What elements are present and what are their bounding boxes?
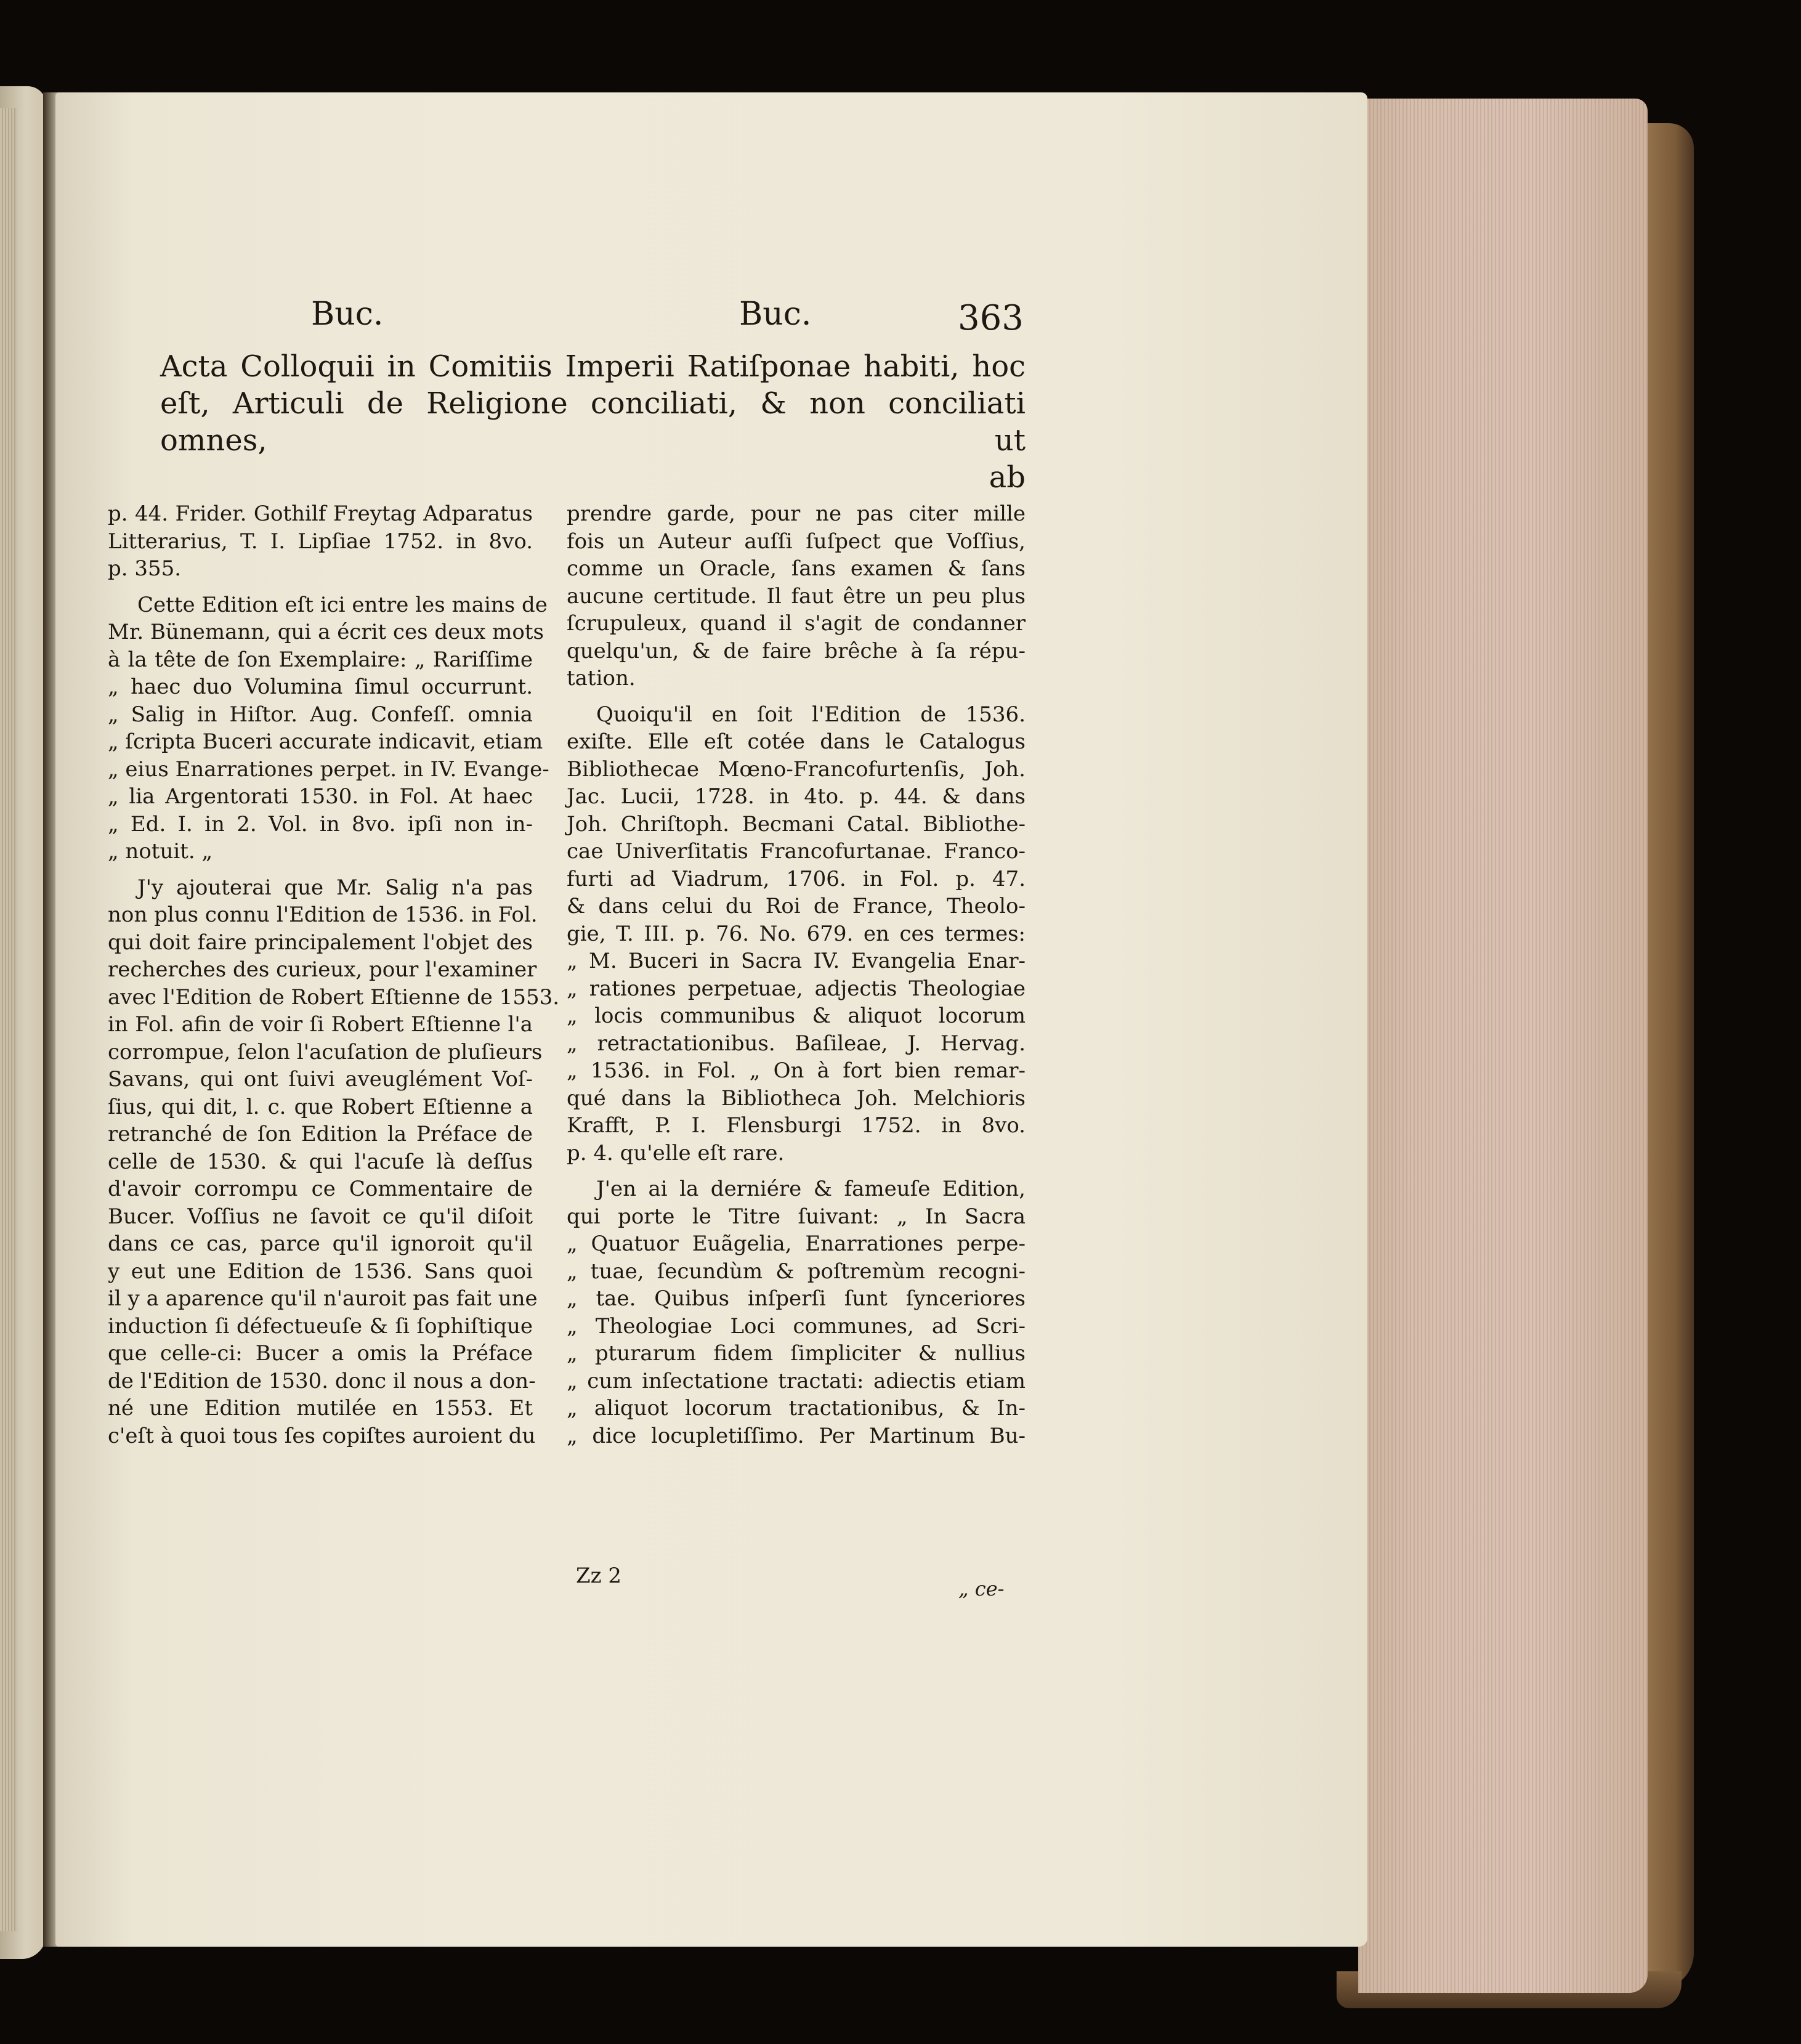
text-line: Bibliothecae Mœno-Francofurtenſis, Joh. xyxy=(567,756,1026,782)
text-line: Litterarius, T. I. Lipſiae 1752. in 8vo. xyxy=(108,529,533,554)
text-line: „ haec duo Volumina ſimul occurrunt. xyxy=(108,675,533,699)
text-line: „ lia Argentorati 1530. in Fol. At haec xyxy=(108,784,533,809)
text-line: „ Salig in Hiſtor. Aug. Confeſſ. omnia xyxy=(108,702,533,727)
text-line: & dans celui du Roi de France, Theolo- xyxy=(567,894,1026,919)
text-line: quelqu'un, & de faire brêche à ſa répu- xyxy=(567,638,1026,663)
paragraph-gap xyxy=(567,692,1026,701)
text-line: tation. xyxy=(567,666,636,691)
text-line: ſius, qui dit, l. c. que Robert Eſtienne a xyxy=(108,1094,533,1119)
text-line: „ cum inſectatione tractati: adiectis etiam xyxy=(567,1368,1026,1393)
text-line: Mr. Bünemann, qui a écrit ces deux mots xyxy=(108,620,544,644)
text-line: „ dice locupletiſſimo. Per Martinum Bu- xyxy=(567,1423,1026,1448)
text-line: d'avoir corrompu ce Commentaire de xyxy=(108,1177,533,1201)
paragraph-gap xyxy=(108,583,533,591)
text-line: Jac. Lucii, 1728. in 4to. p. 44. & dans xyxy=(567,784,1026,809)
signature-mark: Zz 2 xyxy=(576,1563,621,1588)
text-line: „ aliquot locorum tractationibus, & In- xyxy=(567,1396,1026,1421)
text-line: prendre garde, pour ne pas citer mille xyxy=(567,501,1026,526)
text-line: gie, T. III. p. 76. No. 679. en ces termes: xyxy=(567,921,1026,946)
text-line: „ pturarum fidem ſimpliciter & nullius xyxy=(567,1341,1026,1366)
text-line: furti ad Viadrum, 1706. in Fol. p. 47. xyxy=(567,866,1026,891)
text-line: „ Theologiae Loci communes, ad Scri- xyxy=(567,1313,1026,1339)
text-line: Bucer. Voſſius ne ſavoit ce qu'il diſoit xyxy=(108,1204,533,1229)
text-line: de l'Edition de 1530. donc il nous a don- xyxy=(108,1368,536,1393)
text-line: ſcrupuleux, quand il s'agit de condanner xyxy=(567,611,1026,636)
running-header-left: Buc. xyxy=(311,296,384,333)
text-line: non plus connu l'Edition de 1536. in Fol. xyxy=(108,902,538,927)
text-line: „ retractationibus. Baſileae, J. Hervag. xyxy=(567,1031,1026,1056)
text-line: Cette Edition eſt ici entre les mains de xyxy=(137,592,548,617)
text-line: in Fol. afin de voir ſi Robert Eſtienne l'a xyxy=(108,1012,533,1037)
text-line: „ 1536. in Fol. „ On à fort bien remar- xyxy=(567,1058,1026,1083)
text-line: dans ce cas, parce qu'il ignoroit qu'il xyxy=(108,1231,533,1256)
text-line: cae Univerſitatis Francofurtanae. Franco- xyxy=(567,839,1026,864)
text-line: Krafft, P. I. Flensburgi 1752. in 8vo. xyxy=(567,1113,1026,1138)
text-line: „ tae. Quibus inſperſi ſunt ſynceriores xyxy=(567,1286,1026,1311)
title-line: ab xyxy=(989,460,1026,495)
text-line: p. 44. Frider. Gothilf Freytag Adparatus xyxy=(108,501,533,526)
title-line: eſt, Articuli de Religione conciliati, & non conciliati omnes, ut xyxy=(160,386,1026,458)
text-line: avec l'Edition de Robert Eſtienne de 1553. xyxy=(108,984,560,1010)
text-line: il y a aparence qu'il n'auroit pas fait une xyxy=(108,1286,538,1311)
text-line: comme un Oracle, ſans examen & ſans xyxy=(567,556,1026,581)
text-line: qui porte le Titre ſuivant: „ In Sacra xyxy=(567,1204,1026,1229)
text-line: qui doit faire principalement l'objet des xyxy=(108,930,533,955)
text-line: corrompue, ſelon l'acuſation de pluſieurs xyxy=(108,1039,543,1065)
text-line: recherches des curieux, pour l'examiner xyxy=(108,957,537,982)
text-line: „ ſcripta Buceri accurate indicavit, etiam xyxy=(108,729,543,754)
text-line: J'y ajouterai que Mr. Salig n'a pas xyxy=(137,875,533,900)
text-line: aucune certitude. Il faut être un peu plus xyxy=(567,583,1026,609)
text-line: celle de 1530. & qui l'acuſe là deſſus xyxy=(108,1149,533,1174)
title-line: Acta Colloquii in Comitiis Imperii Ratiſponae habiti, hoc xyxy=(160,349,1026,384)
text-line: „ eius Enarrationes perpet. in IV. Evange- xyxy=(108,756,549,782)
text-line: qué dans la Bibliotheca Joh. Melchioris xyxy=(567,1085,1026,1111)
right-text-column xyxy=(567,500,1026,1450)
text-line: J'en ai la derniére & fameuſe Edition, xyxy=(596,1177,1026,1201)
page-number: 363 xyxy=(958,298,1024,338)
left-text-column xyxy=(108,500,560,1450)
running-header-center: Buc. xyxy=(739,296,812,333)
text-line: exiſte. Elle eſt cotée dans le Catalogus xyxy=(567,729,1026,754)
text-line: „ Ed. I. in 2. Vol. in 8vo. ipſi non in- xyxy=(108,811,533,837)
text-line: „ Quatuor Euãgelia, Enarrationes perpe- xyxy=(567,1231,1026,1256)
text-line: à la tête de ſon Exemplaire: „ Rariſſime xyxy=(108,647,533,672)
text-line: „ locis communibus & aliquot locorum xyxy=(567,1004,1026,1028)
paragraph-gap xyxy=(567,1167,1026,1175)
text-line: retranché de ſon Edition la Préface de xyxy=(108,1122,533,1146)
book-fore-edge xyxy=(1358,99,1648,1993)
entry-title xyxy=(160,348,1026,496)
paragraph-gap xyxy=(108,866,533,874)
text-line: p. 355. xyxy=(108,556,182,581)
text-line: y eut une Edition de 1536. Sans quoi xyxy=(108,1259,533,1284)
text-line: „ M. Buceri in Sacra IV. Evangelia Enar- xyxy=(567,949,1026,973)
text-line: „ rationes perpetuae, adjectis Theologiae xyxy=(567,976,1026,1001)
text-line: né une Edition mutilée en 1553. Et xyxy=(108,1396,533,1421)
text-line: Joh. Chriſtoph. Becmani Catal. Bibliothe- xyxy=(567,811,1026,837)
text-line: Quoiqu'il en ſoit l'Edition de 1536. xyxy=(596,702,1026,727)
text-line: p. 4. qu'elle eſt rare. xyxy=(567,1140,785,1166)
text-line: „ tuae, ſecundùm & poſtremùm recogni- xyxy=(567,1259,1026,1284)
text-line: Savans, qui ont ſuivi aveuglément Voſ- xyxy=(108,1067,533,1092)
text-line: fois un Auteur auſſi ſuſpect que Voſſius, xyxy=(567,529,1026,554)
text-line: c'eſt à quoi tous ſes copiſtes auroient du xyxy=(108,1423,536,1448)
previous-page-leaves xyxy=(0,108,17,1931)
text-line: „ notuit. „ xyxy=(108,839,213,864)
text-line: que celle-ci: Bucer a omis la Préface xyxy=(108,1341,533,1366)
catchword: „ ce- xyxy=(958,1577,1005,1600)
text-line: induction ſi défectueuſe & ſi ſophiſtique xyxy=(108,1313,533,1339)
